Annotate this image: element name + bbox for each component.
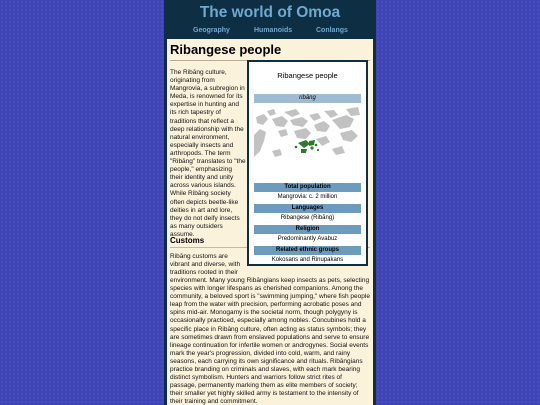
nav-link-geography[interactable]: Geography <box>193 27 230 34</box>
customs-paragraph: environment. Many young Ribāngians keep insects as pets, selecting species with longer lifespans as cherished companions. Among the community, a beloved sport is "swimming jumping," where fish people leap from the water with precision, performing acrobatic poses and spins mid-air. Monogamy is the societal norm, though polygyny is occasionally practiced, especially among nobles. Concubines hold a specific place in Ribāng culture, often acting as status symbols; they are sometimes drawn from enslaved populations and serve to ensure lineage continuation for infertile women or androgynes. Social events mark the year's progression, divided into cold, warm, and rainy seasons, each carrying its own significance and rituals. Ribāngians practice branding on criminals and slaves, with each mark bearing distinct symbolism. Hunters and warriors follow strict rites of passage, permanently marking them as elite members of society; their smaller yet highly skilled army is testament to the intensity of their training and commitment. <box>170 277 370 405</box>
infobox-population-value: Mangrovia: c. 2 million <box>277 194 338 200</box>
infobox-religion-value: Predominantly Avabuz <box>277 236 338 242</box>
article-page <box>167 39 373 405</box>
nav-link-humanoids[interactable]: Humanoids <box>254 27 293 34</box>
infobox-population-header: Total population <box>254 183 361 192</box>
location-map <box>254 105 361 180</box>
infobox-languages-value: Ribangese (Ribāng) <box>280 215 335 221</box>
site-nav <box>164 27 376 39</box>
infobox-languages-header: Languages <box>254 204 361 213</box>
infobox-title: Ribangese people <box>277 71 338 80</box>
infobox-religion-header: Religion <box>254 225 361 234</box>
customs-heading: Customs <box>170 236 205 245</box>
page-title: Ribangese people <box>170 42 282 57</box>
infobox-ethnic-value: Kokosans and Rinupakans <box>271 257 344 263</box>
infobox <box>247 60 368 266</box>
site-title[interactable]: The world of Omoa <box>199 4 341 21</box>
nav-link-conlangs[interactable]: Conlangs <box>316 27 348 34</box>
intro-paragraph: The Ribāng culture, originating from Mangrovia, a subregion in Meda, is renowned for its expertise in hunting and its rich tapestry of traditions that reflect a deep relationship with the natural environment, especially insects and arthropods. The term "Ribāng" translates to "the people," emphasizing their identity and unity across various islands. While Ribāng society often depicts beetle-like deities in art and lore, they do not deify insects as many outsiders assume. <box>170 69 246 238</box>
infobox-native-name: ribāng <box>254 94 361 103</box>
infobox-ethnic-header: Related ethnic groups <box>254 246 361 255</box>
customs-paragraph-start: Ribāng customs are vibrant and diverse, with traditions rooted in their <box>170 253 241 277</box>
